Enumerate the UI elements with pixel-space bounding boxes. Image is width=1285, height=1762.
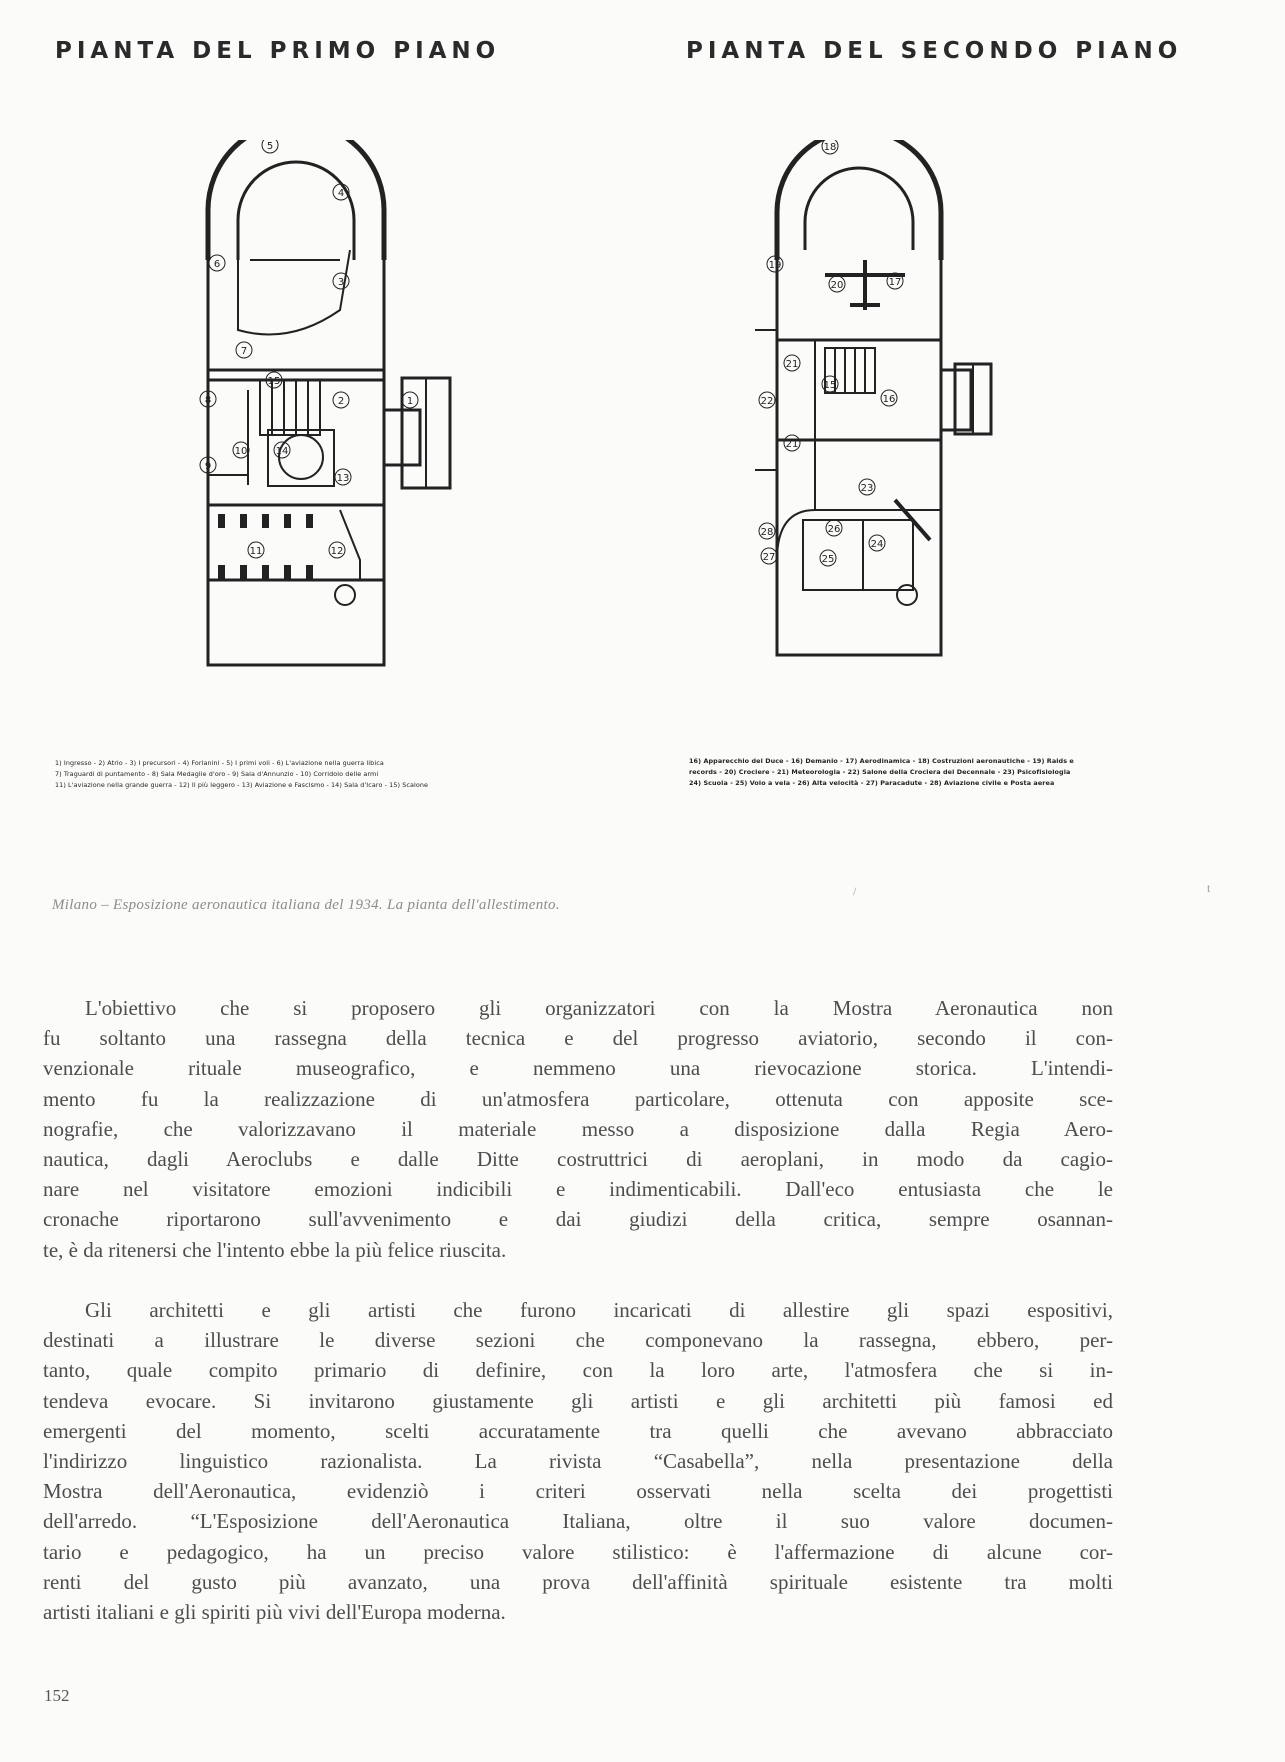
text-line: Gli architetti e gli artisti che furono incaricati di allestire gli spazi espositivi, bbox=[85, 1298, 1113, 1322]
plan1-label-5: 5 bbox=[266, 141, 274, 152]
plan2-label-20: 20 bbox=[830, 280, 844, 291]
text-line: L'obiettivo che si proposero gli organizzatori con la Mostra Aeronautica non bbox=[85, 996, 1113, 1020]
text-line: emergenti del momento, scelti accuratamente tra quelli che avevano abbracciato bbox=[43, 1418, 1113, 1443]
plan2-label-19: 19 bbox=[768, 260, 782, 271]
text-line: nare nel visitatore emozioni indicibili e indimenticabili. Dall'eco entusiasta che le bbox=[43, 1177, 1113, 1202]
first-floor-plan bbox=[190, 140, 490, 700]
text-line: destinati a illustrare le diverse sezioni che componevano la rassegna, ebbero, per- bbox=[43, 1328, 1113, 1353]
text-line: Mostra dell'Aeronautica, evidenziò i criteri osservati nella scelta dei progettisti bbox=[43, 1479, 1113, 1504]
text-line: tanto, quale compito primario di definire, con la loro arte, l'atmosfera che si in- bbox=[43, 1358, 1113, 1383]
legend-line: 1) Ingresso - 2) Atrio - 3) I precursori - 4) Forlanini - 5) I primi voli - 6) L'aviazione nella guerra libica bbox=[55, 759, 384, 767]
plan1-label-12: 12 bbox=[330, 546, 344, 557]
plan2-label-22: 22 bbox=[760, 396, 774, 407]
legend-line: 11) L'aviazione nella grande guerra - 12) Il più leggero - 13) Aviazione e Fascismo - 14) Sala d'Icaro - 15) Scalone bbox=[55, 781, 429, 789]
text-line: mento fu la realizzazione di un'atmosfera particolare, ottenuta con apposite sce- bbox=[43, 1086, 1113, 1111]
plan1-label-9: 9 bbox=[204, 461, 212, 472]
plan2-label-27: 27 bbox=[762, 552, 776, 563]
text-line: dell'arredo. “L'Esposizione dell'Aeronautica Italiana, oltre il suo valore documen- bbox=[43, 1509, 1113, 1534]
text-line: venzionale rituale museografico, e nemmeno una rievocazione storica. L'intendi- bbox=[43, 1056, 1113, 1081]
plan1-label-7: 7 bbox=[240, 346, 248, 357]
plan1-label-3: 3 bbox=[337, 277, 345, 288]
plan2-label-21b: 21 bbox=[785, 439, 799, 450]
text-line: nautica, dagli Aeroclubs e dalle Ditte costruttrici di aeroplani, in modo da cagio- bbox=[43, 1147, 1113, 1172]
text-line: fu soltanto una rassegna della tecnica e del progresso aviatorio, secondo il con- bbox=[43, 1026, 1113, 1051]
plan2-label-18: 18 bbox=[823, 142, 837, 153]
plan2-label-17: 17 bbox=[888, 277, 902, 288]
second-floor-heading: PIANTA DEL SECONDO PIANO bbox=[686, 38, 1183, 64]
plan1-label-1: 1 bbox=[406, 396, 414, 407]
plan1-label-14: 14 bbox=[275, 446, 289, 457]
plan1-label-15: 15 bbox=[267, 376, 281, 387]
plan2-label-26: 26 bbox=[827, 524, 841, 535]
plan2-label-23: 23 bbox=[860, 483, 874, 494]
first-floor-heading: PIANTA DEL PRIMO PIANO bbox=[55, 38, 501, 64]
page-number: 152 bbox=[44, 1686, 70, 1705]
plan2-label-28: 28 bbox=[760, 527, 774, 538]
text-line: artisti italiani e gli spiriti più vivi dell'Europa moderna. bbox=[43, 1600, 506, 1625]
text-line: tendeva evocare. Si invitarono giustamente gli artisti e gli architetti più famosi ed bbox=[43, 1388, 1113, 1413]
stray-mark: t bbox=[1207, 881, 1211, 895]
plan2-label-21a: 21 bbox=[785, 359, 799, 370]
text-line: cronache riportarono sull'avvenimento e dai giudizi della critica, sempre osannan- bbox=[43, 1207, 1113, 1232]
second-floor-legend bbox=[689, 756, 1179, 789]
second-floor-plan bbox=[755, 140, 1135, 700]
plan1-label-2: 2 bbox=[337, 396, 345, 407]
stray-mark: / bbox=[853, 884, 857, 898]
plan2-label-15: 15 bbox=[823, 380, 837, 391]
figure-caption: Milano – Esposizione aeronautica italiana del 1934. La pianta dell'allestimento. bbox=[52, 897, 560, 913]
body-paragraph-2 bbox=[43, 1295, 1113, 1627]
text-line: te, è da ritenersi che l'intento ebbe la più felice riuscita. bbox=[43, 1237, 507, 1262]
body-paragraph-1 bbox=[43, 993, 1113, 1265]
plan2-label-16: 16 bbox=[882, 394, 896, 405]
plan1-label-4: 4 bbox=[337, 188, 345, 199]
plan2-label-25: 25 bbox=[821, 554, 835, 565]
plan1-label-10: 10 bbox=[234, 446, 248, 457]
text-line: nografie, che valorizzavano il materiale messo a disposizione dalla Regia Aero- bbox=[43, 1116, 1113, 1141]
first-floor-legend bbox=[55, 758, 550, 791]
legend-line: records - 20) Crociere - 21) Meteorologia - 22) Salone della Crociera del Decennale - 23) Psicofisiologia bbox=[689, 768, 1071, 776]
text-line: l'indirizzo linguistico razionalista. La rivista “Casabella”, nella presentazione della bbox=[43, 1449, 1113, 1474]
legend-line: 16) Apparecchio del Duce - 16) Demanio - 17) Aerodinamica - 18) Costruzioni aeronautiche - 19) Raids e bbox=[689, 757, 1074, 765]
plan2-label-24: 24 bbox=[870, 539, 884, 550]
plan1-label-11: 11 bbox=[249, 546, 263, 557]
legend-line: 24) Scuola - 25) Volo a vela - 26) Alta velocità - 27) Paracadute - 28) Aviazione civile e Posta aerea bbox=[689, 779, 1055, 787]
legend-line: 7) Traguardi di puntamento - 8) Sala Medaglie d'oro - 9) Sala d'Annunzio - 10) Corridoio delle armi bbox=[55, 770, 379, 778]
text-line: tario e pedagogico, ha un preciso valore stilistico: è l'affermazione di alcune cor- bbox=[43, 1539, 1113, 1564]
plan1-label-13: 13 bbox=[336, 473, 350, 484]
plan1-label-8: 8 bbox=[204, 395, 212, 406]
text-line: renti del gusto più avanzato, una prova dell'affinità spirituale esistente tra molti bbox=[43, 1569, 1113, 1594]
plan1-label-6: 6 bbox=[213, 259, 221, 270]
